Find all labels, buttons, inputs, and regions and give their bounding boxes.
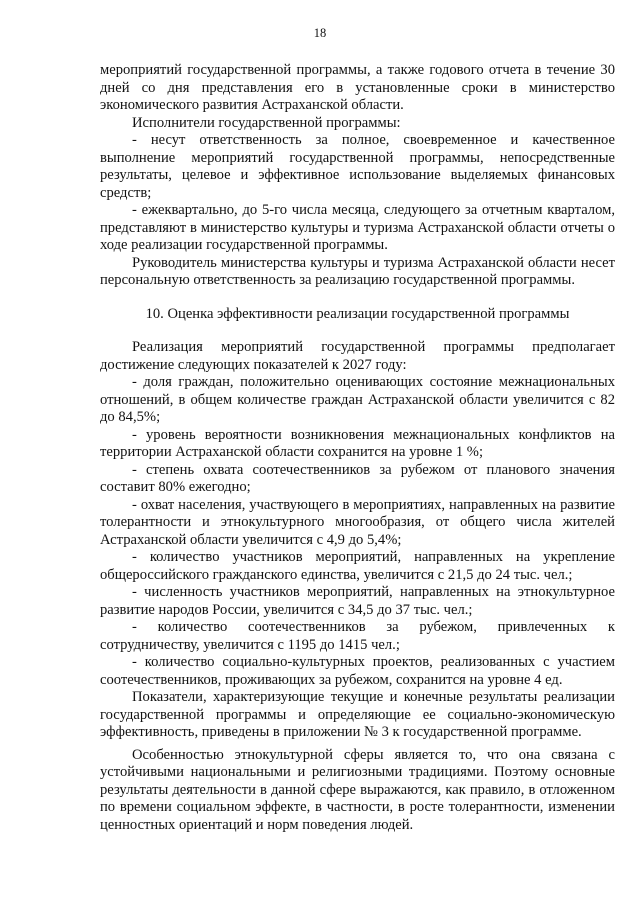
paragraph: Показатели, характеризующие текущие и конечные результаты реализации государственной программы и определяющие ее социально-экономическую эффективность, приведены в приложении № 3 к государственной программе. bbox=[100, 689, 615, 740]
list-item: - количество соотечественников за рубежом, привлеченных к сотрудничеству, увеличится с 1195 до 1415 чел.; bbox=[100, 619, 615, 653]
list-item: - уровень вероятности возникновения межнациональных конфликтов на территории Астраханской области сохранится на уровне 1 %; bbox=[100, 426, 615, 460]
paragraph: Реализация мероприятий государственной программы предполагает достижение следующих показателей к 2027 году: bbox=[100, 339, 615, 373]
list-item: - количество участников мероприятий, направленных на укрепление общероссийского гражданского единства, увеличится с 21,5 до 24 тыс. чел.; bbox=[100, 549, 615, 583]
section-heading: 10. Оценка эффективности реализации государственной программы bbox=[145, 305, 570, 322]
list-item: - численность участников мероприятий, направленных на этнокультурное развитие народов России, увеличится с 34,5 до 37 тыс. чел.; bbox=[100, 584, 615, 618]
paragraph: Особенностью этнокультурной сферы является то, что она связана с устойчивыми национальными и религиозными традициями. Поэтому основные результаты деятельности в данной сфере выражаются, как правило, в отложенном по времени социальном эффекте, в частности, в росте толерантности, изменении ценностных ориентаций и норм поведения людей. bbox=[100, 746, 615, 833]
list-item: - степень охвата соотечественников за рубежом от планового значения составит 80% ежегодно; bbox=[100, 461, 615, 495]
paragraph: мероприятий государственной программы, а также годового отчета в течение 30 дней со дня представления его в установленные сроки в министерство экономического развития Астраханской области. bbox=[100, 62, 615, 113]
paragraph: Исполнители государственной программы: bbox=[132, 114, 401, 131]
list-item: - несут ответственность за полное, своевременное и качественное выполнение мероприятий государственной программы, непосредственные результаты, целевое и эффективное использование выделяемых финансовых средств; bbox=[100, 132, 615, 201]
page-number: 18 bbox=[313, 26, 327, 40]
list-item: - доля граждан, положительно оценивающих состояние межнациональных отношений, в общем количестве граждан Астраханской области увеличится с 82 до 84,5%; bbox=[100, 374, 615, 425]
list-item: - количество социально-культурных проектов, реализованных с участием соотечественников, проживающих за рубежом, сохранится на уровне 4 ед. bbox=[100, 654, 615, 688]
list-item: - охват населения, участвующего в мероприятиях, направленных на развитие толерантности и этнокультурного многообразия, от общего числа жителей Астраханской области увеличится с 4,9 до 5,4%; bbox=[100, 496, 615, 548]
paragraph: Руководитель министерства культуры и туризма Астраханской области несет персональную ответственность за реализацию государственной программы. bbox=[100, 254, 615, 288]
list-item: - ежеквартально, до 5-го числа месяца, следующего за отчетным кварталом, представляют в министерство культуры и туризма Астраханской области отчеты о ходе реализации государственной программы. bbox=[100, 202, 615, 253]
document-body bbox=[100, 62, 615, 834]
